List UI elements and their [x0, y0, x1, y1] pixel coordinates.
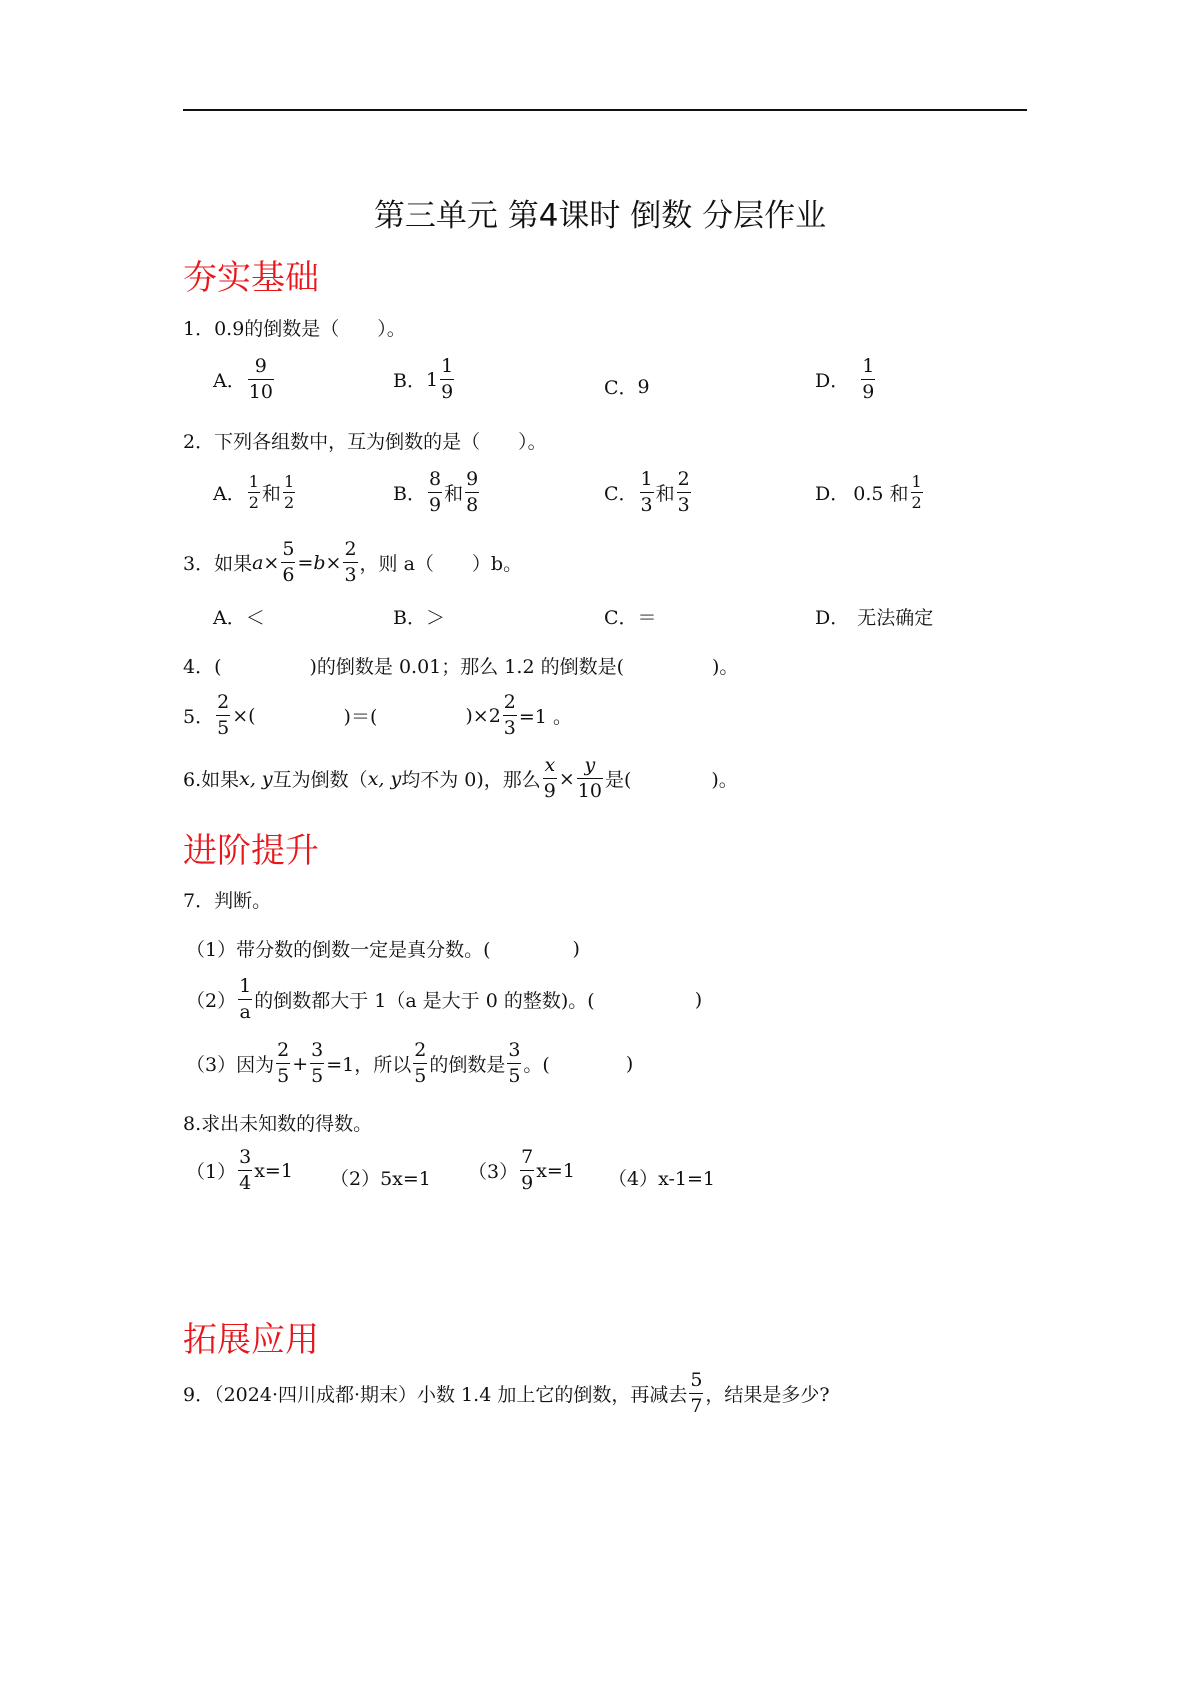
q7-item-2 [186, 977, 702, 1022]
q6-text-3: 均不为 0)，那么 [401, 769, 541, 792]
q7-item-3-end: 。( [523, 1054, 550, 1077]
option-text: ＝ [637, 607, 657, 629]
section-heading-advanced: 进阶提升 [183, 831, 319, 871]
q3-prefix: 3．如果 [183, 553, 253, 576]
denominator: 2 [283, 493, 295, 513]
fraction-bar [861, 379, 875, 380]
question-8-stem: 8.求出未知数的得数。 [183, 1113, 373, 1135]
plus-sign: + [292, 1052, 309, 1075]
fraction-bar [281, 562, 295, 563]
denominator: 9 [441, 381, 454, 404]
q5-text-3: )＝( [343, 706, 378, 729]
q5-text-2: ×( [232, 704, 256, 727]
numerator: 5 [282, 538, 295, 560]
fraction-bar [428, 492, 442, 493]
question-9 [183, 1371, 830, 1416]
option-label: C． [604, 607, 638, 629]
denominator: 6 [282, 564, 295, 587]
denominator: 3 [640, 494, 653, 517]
fraction-bar [543, 778, 557, 779]
q3-option-a [213, 603, 265, 630]
question-7-stem: 7．判断。 [183, 890, 272, 912]
q6-variables: x, y [239, 767, 273, 790]
q2-option-b [393, 470, 481, 515]
fraction [861, 357, 875, 402]
option-text: 0.5 和 [853, 483, 909, 506]
times-sign: × [325, 551, 342, 574]
q4-text-3: )。 [711, 656, 739, 678]
fraction-bar [343, 562, 357, 563]
question-5 [183, 693, 572, 738]
numerator: 5 [690, 1369, 703, 1391]
q1-option-a [213, 357, 276, 402]
option-label: A． [213, 370, 246, 393]
numerator: 1 [283, 472, 295, 491]
fraction [428, 470, 442, 515]
q6-text-2: 互为倒数（ [272, 769, 368, 792]
var-b: b [313, 551, 326, 574]
option-label: B． [393, 607, 426, 629]
denominator: 3 [344, 564, 357, 587]
numerator: 9 [466, 468, 479, 490]
option-text: 无法确定 [857, 607, 934, 629]
fraction [248, 474, 260, 511]
numerator: 8 [428, 468, 442, 490]
denominator: 5 [311, 1065, 324, 1088]
numerator: 1 [248, 472, 259, 491]
q3-option-c [604, 603, 657, 630]
numerator: 7 [521, 1146, 534, 1168]
denominator: 4 [239, 1172, 252, 1195]
fraction [216, 693, 230, 738]
question-2-stem: 2．下列各组数中，互为倒数的是（ ）。 [183, 431, 547, 453]
q7-item-1-close: ) [572, 937, 580, 960]
equation-label: （3） [468, 1161, 519, 1184]
numerator: 2 [277, 1039, 290, 1061]
fraction-bar [520, 1170, 534, 1171]
page-title: 第三单元 第4课时 倒数 分层作业 [373, 198, 827, 234]
q2-option-a [213, 474, 297, 511]
question-4 [183, 652, 738, 679]
numerator: y [584, 754, 596, 776]
q3-suffix: ，则 a（ ）b。 [359, 553, 523, 576]
q3-option-d [815, 603, 933, 630]
numerator: 2 [414, 1039, 427, 1061]
q6-variables: x, y [367, 767, 402, 790]
q1-option-d [815, 357, 877, 402]
section-heading-extension: 拓展应用 [183, 1320, 319, 1360]
numerator: 3 [311, 1039, 324, 1061]
times-sign: × [558, 767, 575, 790]
q7-item-1 [186, 935, 580, 962]
fraction [248, 357, 274, 402]
numerator: 2 [344, 538, 357, 560]
option-label: D． [815, 370, 850, 393]
fraction-bar [503, 715, 517, 716]
fraction [503, 693, 517, 738]
q5-text-4: )× [465, 704, 489, 727]
q8-equation-2: （2）5x=1 [330, 1168, 431, 1190]
q6-text-5: )。 [711, 769, 738, 792]
section-heading-basic: 夯实基础 [183, 258, 319, 298]
fraction [640, 470, 654, 515]
times-sign: × [263, 551, 280, 574]
fraction [577, 756, 603, 801]
numerator: x [544, 754, 556, 776]
numerator: 1 [911, 472, 922, 491]
numerator: 2 [677, 468, 690, 490]
fraction-bar [577, 778, 603, 779]
fraction [343, 540, 357, 585]
denominator: 9 [862, 381, 875, 404]
denominator: 7 [690, 1395, 703, 1418]
option-label: C． [604, 483, 638, 506]
q6-text-1: 6.如果 [183, 769, 240, 792]
fraction-bar [238, 999, 252, 1000]
denominator: 9 [428, 494, 442, 517]
whole-part: 1 [425, 368, 439, 391]
question-3-stem [183, 540, 522, 585]
numerator: 2 [217, 691, 230, 713]
q7-item-2-prefix: （2） [186, 990, 237, 1013]
option-text: ＜ [245, 607, 265, 629]
fraction [281, 540, 295, 585]
var-a: a [252, 551, 264, 574]
denominator: a [239, 1001, 251, 1024]
fraction [465, 470, 479, 515]
q7-item-3-mid2: 的倒数是 [429, 1054, 506, 1077]
q3-option-b [393, 603, 445, 630]
option-text: ＞ [425, 607, 445, 629]
and-text: 和 [655, 483, 675, 506]
q4-text-1: 4．( [183, 656, 222, 678]
fraction [507, 1041, 521, 1086]
fraction-bar [248, 379, 274, 380]
numerator: 1 [441, 355, 454, 377]
fraction-bar [640, 492, 654, 493]
denominator: 9 [521, 1172, 534, 1195]
numerator: 1 [862, 355, 875, 377]
option-text: 9 [637, 375, 650, 398]
q6-text-4: 是( [604, 769, 632, 792]
denominator: 9 [543, 780, 556, 803]
denominator: 5 [277, 1065, 290, 1088]
equation-text: x=1 [536, 1159, 575, 1182]
header-rule [183, 109, 1027, 111]
whole-part: 2 [488, 704, 501, 727]
numerator: 9 [254, 355, 267, 377]
q1-option-b [393, 357, 456, 402]
denominator: 5 [508, 1065, 521, 1088]
denominator: 3 [503, 717, 516, 740]
and-text: 和 [444, 483, 464, 506]
q8-equation-1 [186, 1148, 293, 1193]
denominator: 5 [217, 717, 230, 740]
fraction [283, 474, 295, 511]
numerator: 3 [508, 1039, 521, 1061]
denominator: 3 [677, 494, 690, 517]
denominator: 10 [248, 381, 273, 404]
q7-item-1-text: （1）带分数的倒数一定是真分数。( [186, 939, 491, 961]
fraction-bar [238, 1170, 252, 1171]
fraction-bar [440, 379, 454, 380]
fraction [440, 357, 454, 402]
fraction-bar [413, 1063, 427, 1064]
fraction [520, 1148, 534, 1193]
option-label: B． [393, 370, 426, 393]
numerator: 1 [640, 468, 653, 490]
fraction [238, 977, 252, 1022]
q7-item-3-mid: =1，所以 [326, 1054, 412, 1077]
equals-sign: = [297, 551, 314, 574]
fraction-bar [465, 492, 479, 493]
fraction-bar [216, 715, 230, 716]
numerator: 3 [239, 1146, 252, 1168]
fraction [689, 1371, 703, 1416]
fraction [911, 474, 923, 511]
fraction [310, 1041, 324, 1086]
q7-item-3-close: ) [625, 1052, 634, 1075]
option-label: C． [604, 377, 638, 399]
fraction [413, 1041, 427, 1086]
q7-item-2-close: ) [694, 988, 703, 1011]
q7-item-2-text: 的倒数都大于 1（a 是大于 0 的整数)。( [254, 990, 595, 1013]
fraction [677, 470, 691, 515]
option-label: D． [815, 607, 850, 629]
q1-option-c [604, 373, 650, 400]
denominator: 5 [414, 1065, 427, 1088]
denominator: 2 [911, 493, 922, 513]
numerator: 2 [503, 691, 516, 713]
fraction-bar [677, 492, 691, 493]
question-6 [183, 756, 738, 801]
fraction-bar [276, 1063, 290, 1064]
question-1-stem: 1．0.9的倒数是（ ）。 [183, 318, 406, 340]
numerator: 1 [239, 975, 252, 997]
q5-text-1: 5． [183, 706, 215, 729]
fraction-bar [507, 1063, 521, 1064]
fraction [238, 1148, 252, 1193]
fraction-bar [689, 1393, 703, 1394]
option-label: D． [815, 483, 850, 506]
q9-text: 9．（2024·四川成都·期末）小数 1.4 加上它的倒数，再减去 [183, 1384, 688, 1407]
fraction [276, 1041, 290, 1086]
q8-equation-4: （4）x-1=1 [608, 1168, 715, 1190]
q2-option-c [604, 470, 693, 515]
denominator: 10 [577, 780, 602, 803]
q7-item-3-prefix: （3）因为 [186, 1054, 275, 1077]
fraction [543, 756, 557, 801]
fraction-bar [310, 1063, 324, 1064]
denominator: 8 [466, 494, 479, 517]
equation-text: x=1 [254, 1159, 293, 1182]
option-label: B． [393, 483, 426, 506]
q7-item-3 [186, 1041, 633, 1086]
equation-label: （1） [186, 1161, 237, 1184]
q8-equation-3 [468, 1148, 575, 1193]
denominator: 2 [248, 493, 259, 513]
q2-option-d [815, 474, 925, 511]
and-text: 和 [261, 483, 281, 506]
q4-text-2: )的倒数是 0.01；那么 1.2 的倒数是( [309, 656, 624, 678]
option-label: A． [213, 607, 246, 629]
q9-text-end: ，结果是多少? [705, 1384, 830, 1407]
q5-text-5: =1 。 [518, 706, 572, 729]
option-label: A． [213, 483, 246, 506]
